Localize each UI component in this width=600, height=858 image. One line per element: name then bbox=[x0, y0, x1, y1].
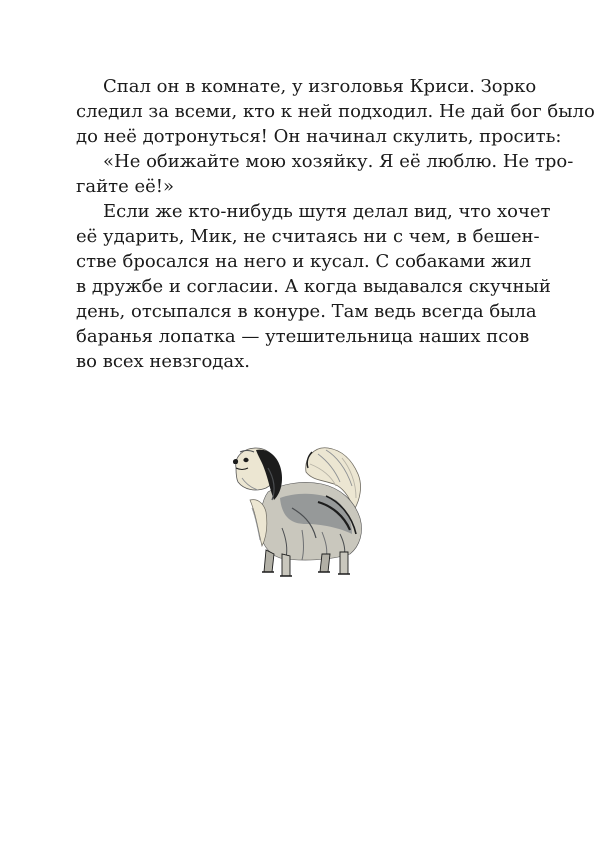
text-line: её ударить, Мик, не считаясь ни с чем, в бешен- bbox=[76, 226, 540, 247]
text-line: «Не обижайте мою хозяйку. Я её люблю. Не тро- bbox=[103, 151, 574, 172]
text-line: в дружбе и согласии. А когда выдавался скучный bbox=[76, 276, 551, 297]
text-line: Спал он в комнате, у изголовья Криси. Зорко bbox=[103, 76, 537, 97]
dog-eye bbox=[243, 458, 248, 462]
text-line: во всех невзгодах. bbox=[76, 351, 250, 372]
text-line: гайте её!» bbox=[76, 176, 175, 197]
dog-nose bbox=[233, 459, 238, 464]
dog-leg bbox=[340, 552, 348, 574]
book-text bbox=[76, 74, 595, 374]
text-line: день, отсыпался в конуре. Там ведь всегда была bbox=[76, 301, 537, 322]
dog-illustration bbox=[222, 438, 372, 580]
text-line: баранья лопатка — утешительница наших псов bbox=[76, 326, 530, 347]
dog-leg bbox=[320, 554, 330, 572]
text-line: до неё дотронуться! Он начинал скулить, просить: bbox=[76, 126, 562, 147]
text-line: Если же кто-нибудь шутя делал вид, что хочет bbox=[103, 201, 551, 222]
dog-leg bbox=[282, 554, 290, 576]
text-line: следил за всеми, кто к ней подходил. Не дай бог было bbox=[76, 101, 595, 122]
dog-leg bbox=[264, 550, 274, 572]
text-line: стве бросался на него и кусал. С собаками жил bbox=[76, 251, 532, 272]
